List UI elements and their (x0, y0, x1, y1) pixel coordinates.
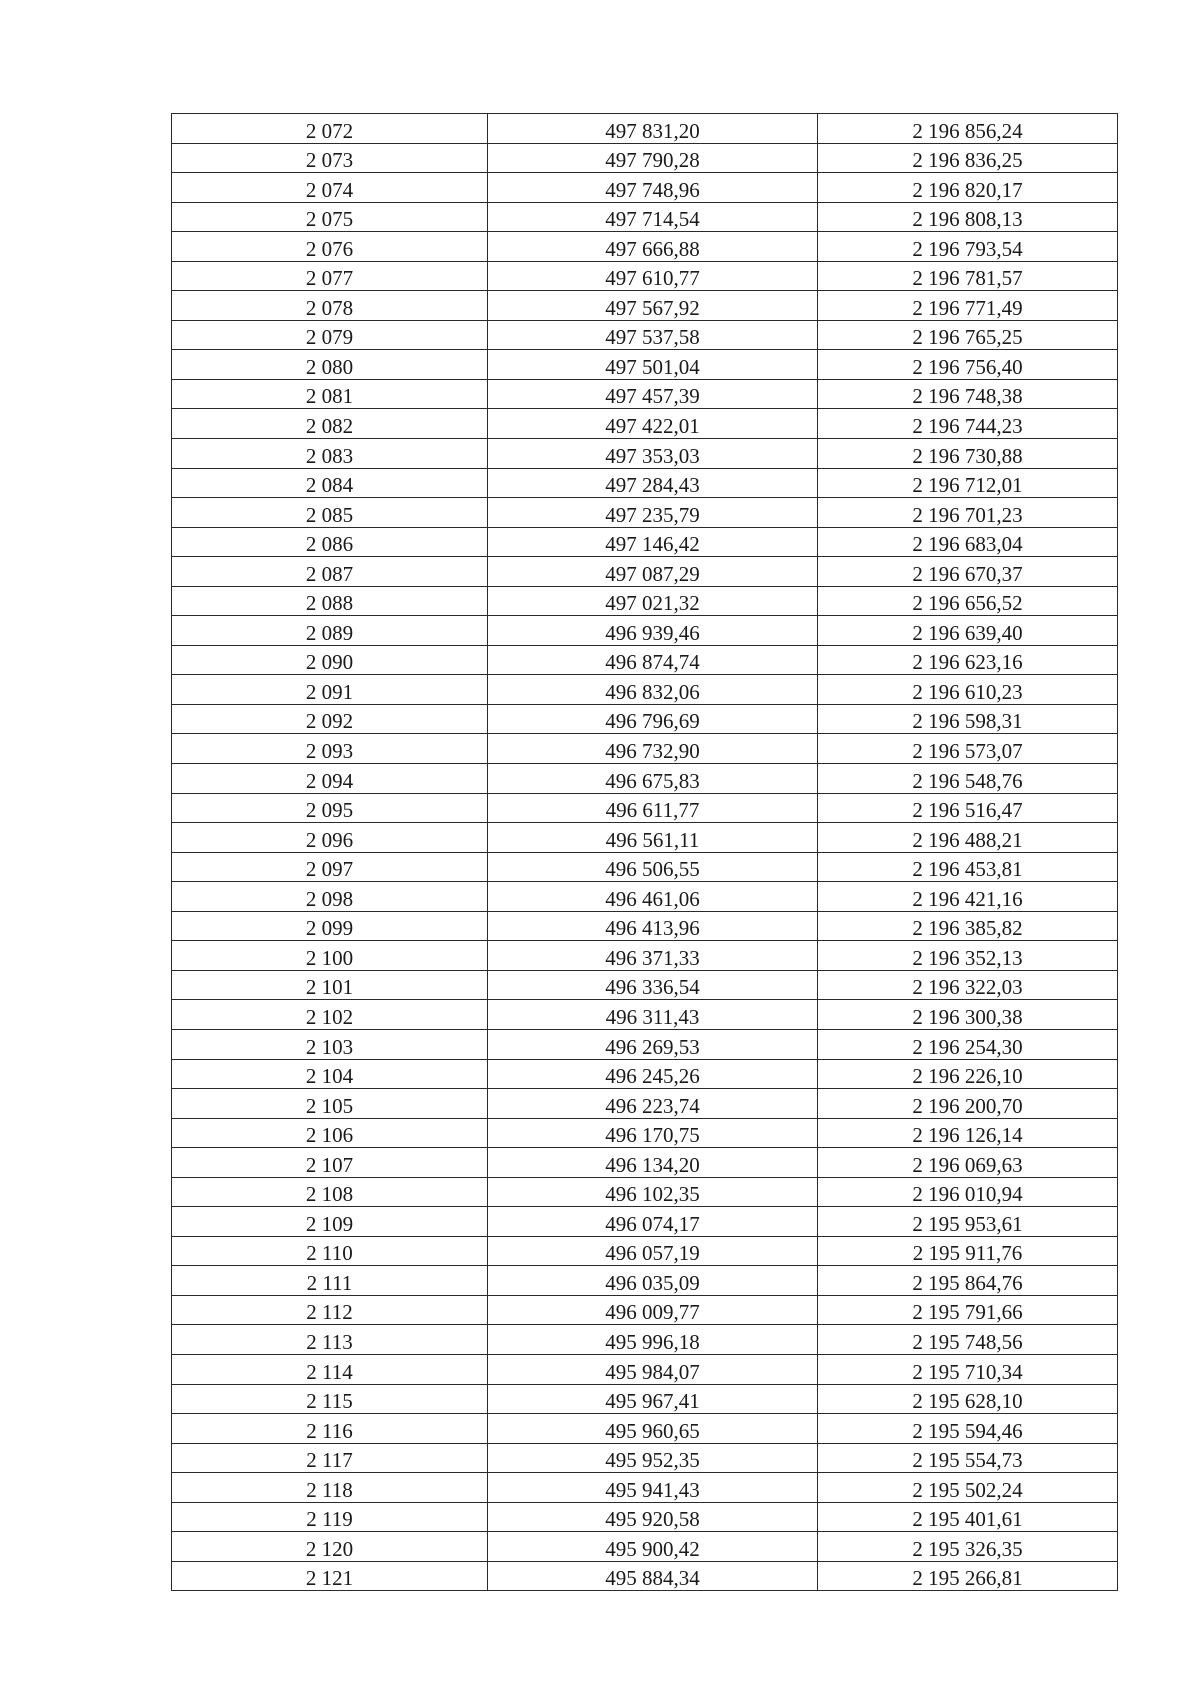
point-number-cell: 2 079 (172, 320, 488, 350)
x-coordinate-cell: 495 967,41 (488, 1384, 818, 1414)
x-coordinate-cell: 497 831,20 (488, 114, 818, 144)
point-number-cell: 2 114 (172, 1354, 488, 1384)
point-number-cell: 2 112 (172, 1295, 488, 1325)
y-coordinate-cell: 2 196 771,49 (818, 291, 1118, 321)
x-coordinate-cell: 496 009,77 (488, 1295, 818, 1325)
point-number-cell: 2 118 (172, 1473, 488, 1503)
point-number-cell: 2 101 (172, 970, 488, 1000)
point-number-cell: 2 120 (172, 1532, 488, 1562)
point-number-cell: 2 104 (172, 1059, 488, 1089)
x-coordinate-cell: 495 884,34 (488, 1561, 818, 1591)
y-coordinate-cell: 2 196 683,04 (818, 527, 1118, 557)
x-coordinate-cell: 496 506,55 (488, 852, 818, 882)
y-coordinate-cell: 2 195 748,56 (818, 1325, 1118, 1355)
y-coordinate-cell: 2 195 864,76 (818, 1266, 1118, 1296)
y-coordinate-cell: 2 196 756,40 (818, 350, 1118, 380)
point-number-cell: 2 116 (172, 1414, 488, 1444)
table-row (172, 1561, 1118, 1591)
y-coordinate-cell: 2 196 744,23 (818, 409, 1118, 439)
point-number-cell: 2 080 (172, 350, 488, 380)
table-row (172, 232, 1118, 262)
table-row (172, 882, 1118, 912)
x-coordinate-cell: 496 796,69 (488, 704, 818, 734)
table-row (172, 557, 1118, 587)
point-number-cell: 2 093 (172, 734, 488, 764)
table-row (172, 1207, 1118, 1237)
point-number-cell: 2 084 (172, 468, 488, 498)
table-row (172, 823, 1118, 853)
x-coordinate-cell: 496 832,06 (488, 675, 818, 705)
x-coordinate-cell: 495 984,07 (488, 1354, 818, 1384)
y-coordinate-cell: 2 195 554,73 (818, 1443, 1118, 1473)
x-coordinate-cell: 497 457,39 (488, 379, 818, 409)
x-coordinate-cell: 496 057,19 (488, 1236, 818, 1266)
table-row (172, 1148, 1118, 1178)
y-coordinate-cell: 2 196 639,40 (818, 616, 1118, 646)
table-row (172, 704, 1118, 734)
x-coordinate-cell: 497 284,43 (488, 468, 818, 498)
point-number-cell: 2 109 (172, 1207, 488, 1237)
y-coordinate-cell: 2 195 710,34 (818, 1354, 1118, 1384)
table-row (172, 1414, 1118, 1444)
point-number-cell: 2 117 (172, 1443, 488, 1473)
point-number-cell: 2 111 (172, 1266, 488, 1296)
y-coordinate-cell: 2 196 765,25 (818, 320, 1118, 350)
coordinates-table (171, 113, 1118, 1591)
table-row (172, 793, 1118, 823)
x-coordinate-cell: 496 561,11 (488, 823, 818, 853)
y-coordinate-cell: 2 195 594,46 (818, 1414, 1118, 1444)
point-number-cell: 2 081 (172, 379, 488, 409)
table-row (172, 439, 1118, 469)
table-row (172, 379, 1118, 409)
x-coordinate-cell: 496 170,75 (488, 1118, 818, 1148)
table-row (172, 527, 1118, 557)
point-number-cell: 2 102 (172, 1000, 488, 1030)
y-coordinate-cell: 2 196 712,01 (818, 468, 1118, 498)
point-number-cell: 2 106 (172, 1118, 488, 1148)
y-coordinate-cell: 2 195 791,66 (818, 1295, 1118, 1325)
table-row (172, 350, 1118, 380)
x-coordinate-cell: 495 952,35 (488, 1443, 818, 1473)
point-number-cell: 2 110 (172, 1236, 488, 1266)
y-coordinate-cell: 2 196 781,57 (818, 261, 1118, 291)
y-coordinate-cell: 2 196 352,13 (818, 941, 1118, 971)
x-coordinate-cell: 496 461,06 (488, 882, 818, 912)
point-number-cell: 2 103 (172, 1029, 488, 1059)
x-coordinate-cell: 496 611,77 (488, 793, 818, 823)
x-coordinate-cell: 496 413,96 (488, 911, 818, 941)
point-number-cell: 2 082 (172, 409, 488, 439)
y-coordinate-cell: 2 196 548,76 (818, 764, 1118, 794)
y-coordinate-cell: 2 196 701,23 (818, 498, 1118, 528)
y-coordinate-cell: 2 196 421,16 (818, 882, 1118, 912)
point-number-cell: 2 091 (172, 675, 488, 705)
table-row (172, 970, 1118, 1000)
table-row (172, 1384, 1118, 1414)
point-number-cell: 2 108 (172, 1177, 488, 1207)
point-number-cell: 2 086 (172, 527, 488, 557)
x-coordinate-cell: 496 939,46 (488, 616, 818, 646)
point-number-cell: 2 098 (172, 882, 488, 912)
y-coordinate-cell: 2 196 254,30 (818, 1029, 1118, 1059)
x-coordinate-cell: 497 666,88 (488, 232, 818, 262)
point-number-cell: 2 107 (172, 1148, 488, 1178)
y-coordinate-cell: 2 195 911,76 (818, 1236, 1118, 1266)
y-coordinate-cell: 2 195 401,61 (818, 1502, 1118, 1532)
table-row (172, 1089, 1118, 1119)
y-coordinate-cell: 2 196 670,37 (818, 557, 1118, 587)
y-coordinate-cell: 2 196 453,81 (818, 852, 1118, 882)
point-number-cell: 2 077 (172, 261, 488, 291)
y-coordinate-cell: 2 196 322,03 (818, 970, 1118, 1000)
table-row (172, 143, 1118, 173)
point-number-cell: 2 078 (172, 291, 488, 321)
y-coordinate-cell: 2 195 326,35 (818, 1532, 1118, 1562)
table-row (172, 202, 1118, 232)
point-number-cell: 2 076 (172, 232, 488, 262)
point-number-cell: 2 099 (172, 911, 488, 941)
y-coordinate-cell: 2 196 623,16 (818, 645, 1118, 675)
x-coordinate-cell: 497 235,79 (488, 498, 818, 528)
point-number-cell: 2 097 (172, 852, 488, 882)
x-coordinate-cell: 497 790,28 (488, 143, 818, 173)
x-coordinate-cell: 497 422,01 (488, 409, 818, 439)
x-coordinate-cell: 496 675,83 (488, 764, 818, 794)
x-coordinate-cell: 496 245,26 (488, 1059, 818, 1089)
table-row (172, 409, 1118, 439)
y-coordinate-cell: 2 196 200,70 (818, 1089, 1118, 1119)
y-coordinate-cell: 2 195 266,81 (818, 1561, 1118, 1591)
y-coordinate-cell: 2 196 610,23 (818, 675, 1118, 705)
y-coordinate-cell: 2 196 748,38 (818, 379, 1118, 409)
y-coordinate-cell: 2 196 573,07 (818, 734, 1118, 764)
x-coordinate-cell: 497 748,96 (488, 173, 818, 203)
x-coordinate-cell: 497 087,29 (488, 557, 818, 587)
point-number-cell: 2 083 (172, 439, 488, 469)
table-row (172, 468, 1118, 498)
point-number-cell: 2 100 (172, 941, 488, 971)
table-row (172, 498, 1118, 528)
point-number-cell: 2 113 (172, 1325, 488, 1355)
table-row (172, 1443, 1118, 1473)
table-row (172, 1325, 1118, 1355)
x-coordinate-cell: 496 134,20 (488, 1148, 818, 1178)
table-row (172, 1000, 1118, 1030)
y-coordinate-cell: 2 196 836,25 (818, 143, 1118, 173)
coordinates-table-body (172, 114, 1118, 1591)
y-coordinate-cell: 2 196 820,17 (818, 173, 1118, 203)
y-coordinate-cell: 2 196 069,63 (818, 1148, 1118, 1178)
point-number-cell: 2 075 (172, 202, 488, 232)
point-number-cell: 2 119 (172, 1502, 488, 1532)
x-coordinate-cell: 495 941,43 (488, 1473, 818, 1503)
x-coordinate-cell: 496 371,33 (488, 941, 818, 971)
y-coordinate-cell: 2 196 793,54 (818, 232, 1118, 262)
point-number-cell: 2 089 (172, 616, 488, 646)
point-number-cell: 2 105 (172, 1089, 488, 1119)
table-row (172, 675, 1118, 705)
table-row (172, 320, 1118, 350)
x-coordinate-cell: 497 501,04 (488, 350, 818, 380)
point-number-cell: 2 073 (172, 143, 488, 173)
y-coordinate-cell: 2 196 300,38 (818, 1000, 1118, 1030)
table-row (172, 173, 1118, 203)
y-coordinate-cell: 2 195 502,24 (818, 1473, 1118, 1503)
x-coordinate-cell: 497 567,92 (488, 291, 818, 321)
x-coordinate-cell: 496 223,74 (488, 1089, 818, 1119)
table-row (172, 1059, 1118, 1089)
point-number-cell: 2 088 (172, 586, 488, 616)
x-coordinate-cell: 496 311,43 (488, 1000, 818, 1030)
table-row (172, 734, 1118, 764)
point-number-cell: 2 087 (172, 557, 488, 587)
y-coordinate-cell: 2 195 628,10 (818, 1384, 1118, 1414)
table-row (172, 1236, 1118, 1266)
y-coordinate-cell: 2 196 598,31 (818, 704, 1118, 734)
x-coordinate-cell: 495 960,65 (488, 1414, 818, 1444)
x-coordinate-cell: 497 714,54 (488, 202, 818, 232)
table-row (172, 645, 1118, 675)
x-coordinate-cell: 495 920,58 (488, 1502, 818, 1532)
table-row (172, 114, 1118, 144)
y-coordinate-cell: 2 196 010,94 (818, 1177, 1118, 1207)
x-coordinate-cell: 496 269,53 (488, 1029, 818, 1059)
y-coordinate-cell: 2 196 516,47 (818, 793, 1118, 823)
table-row (172, 1029, 1118, 1059)
y-coordinate-cell: 2 196 488,21 (818, 823, 1118, 853)
y-coordinate-cell: 2 195 953,61 (818, 1207, 1118, 1237)
y-coordinate-cell: 2 196 126,14 (818, 1118, 1118, 1148)
x-coordinate-cell: 495 900,42 (488, 1532, 818, 1562)
y-coordinate-cell: 2 196 226,10 (818, 1059, 1118, 1089)
table-row (172, 911, 1118, 941)
table-row (172, 586, 1118, 616)
point-number-cell: 2 090 (172, 645, 488, 675)
table-row (172, 261, 1118, 291)
y-coordinate-cell: 2 196 656,52 (818, 586, 1118, 616)
point-number-cell: 2 095 (172, 793, 488, 823)
x-coordinate-cell: 497 610,77 (488, 261, 818, 291)
y-coordinate-cell: 2 196 808,13 (818, 202, 1118, 232)
table-row (172, 852, 1118, 882)
point-number-cell: 2 096 (172, 823, 488, 853)
table-row (172, 291, 1118, 321)
y-coordinate-cell: 2 196 856,24 (818, 114, 1118, 144)
x-coordinate-cell: 496 732,90 (488, 734, 818, 764)
table-row (172, 1118, 1118, 1148)
x-coordinate-cell: 497 537,58 (488, 320, 818, 350)
table-row (172, 1532, 1118, 1562)
point-number-cell: 2 085 (172, 498, 488, 528)
point-number-cell: 2 092 (172, 704, 488, 734)
table-row (172, 1502, 1118, 1532)
table-row (172, 1266, 1118, 1296)
x-coordinate-cell: 496 074,17 (488, 1207, 818, 1237)
table-row (172, 1354, 1118, 1384)
y-coordinate-cell: 2 196 730,88 (818, 439, 1118, 469)
point-number-cell: 2 074 (172, 173, 488, 203)
y-coordinate-cell: 2 196 385,82 (818, 911, 1118, 941)
x-coordinate-cell: 496 102,35 (488, 1177, 818, 1207)
x-coordinate-cell: 496 336,54 (488, 970, 818, 1000)
point-number-cell: 2 072 (172, 114, 488, 144)
table-row (172, 941, 1118, 971)
table-row (172, 1295, 1118, 1325)
x-coordinate-cell: 495 996,18 (488, 1325, 818, 1355)
x-coordinate-cell: 496 035,09 (488, 1266, 818, 1296)
table-row (172, 764, 1118, 794)
table-row (172, 616, 1118, 646)
x-coordinate-cell: 496 874,74 (488, 645, 818, 675)
x-coordinate-cell: 497 353,03 (488, 439, 818, 469)
x-coordinate-cell: 497 021,32 (488, 586, 818, 616)
point-number-cell: 2 115 (172, 1384, 488, 1414)
point-number-cell: 2 121 (172, 1561, 488, 1591)
point-number-cell: 2 094 (172, 764, 488, 794)
x-coordinate-cell: 497 146,42 (488, 527, 818, 557)
table-row (172, 1473, 1118, 1503)
table-row (172, 1177, 1118, 1207)
